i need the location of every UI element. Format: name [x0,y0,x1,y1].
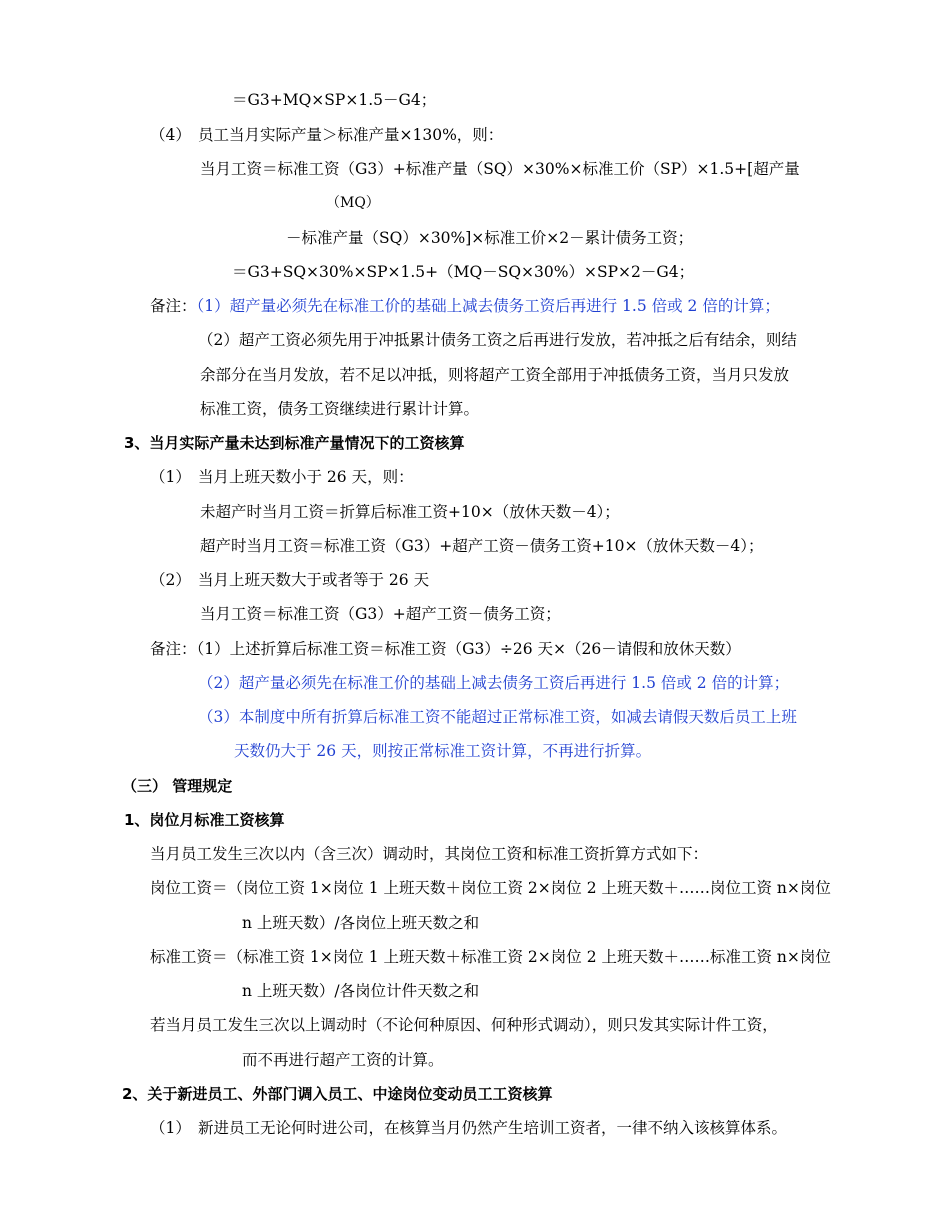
section-heading: （三） 管理规定 [122,777,233,795]
list-item-1 [150,1118,787,1138]
note-line [150,296,780,316]
paragraph-line: 若当月员工发生三次以上调动时（不论何种原因、何种形式调动），则只发其实际计件工资， [150,1016,778,1034]
item-number: （2） [150,571,191,589]
formula-line: n 上班天数）/各岗位计件天数之和 [242,982,480,1000]
subsection-heading: 1、岗位月标准工资核算 [124,811,285,829]
formula-line: 当月工资＝标准工资（G3）+超产工资－债务工资； [200,605,561,623]
formula-line: 标准工资＝（标准工资 1×岗位 1 上班天数＋标准工资 2×岗位 2 上班天数＋……标准工资 n×岗位 [150,948,831,966]
note-line-highlight: （2）超产量必须先在标准工价的基础上减去债务工资后再进行 1.5 倍或 2 倍的计算； [198,674,790,692]
note-line-highlight: （3）本制度中所有折算后标准工资不能超过正常标准工资，如减去请假天数后员工上班 [198,708,797,726]
note-line [150,639,741,659]
note-line: （2）超产工资必须先用于冲抵累计债务工资之后再进行发放，若冲抵之后有结余，则结 [198,331,797,349]
item-text: 当月上班天数小于 26 天，则： [198,468,414,486]
formula-line: 未超产时当月工资＝折算后标准工资+10×（放休天数－4）； [200,503,620,521]
item-number: （4） [150,126,191,144]
subsection-heading: 2、关于新进员工、外部门调入员工、中途岗位变动员工工资核算 [122,1085,553,1103]
list-item-2 [150,570,429,590]
item-number: （1） [150,468,191,486]
paragraph-line: 当月员工发生三次以内（含三次）调动时，其岗位工资和标准工资折算方式如下： [150,845,709,863]
formula-line: n 上班天数）/各岗位上班天数之和 [242,914,480,932]
formula-line: （MQ） [326,195,380,211]
item-text: 当月上班天数大于或者等于 26 天 [198,571,430,589]
formula-line: ＝G3+SQ×30%×SP×1.5+（MQ－SQ×30%）×SP×2－G4； [232,263,695,281]
item-text: 员工当月实际产量＞标准产量×130%，则： [198,126,504,144]
paragraph-line: 而不再进行超产工资的计算。 [242,1051,444,1069]
note-text-highlight: （1）超产量必须先在标准工价的基础上减去债务工资后再进行 1.5 倍或 2 倍的计算； [196,297,780,315]
note-line: 余部分在当月发放，若不足以冲抵，则将超产工资全部用于冲抵债务工资，当月只发放 [200,366,790,384]
item-number: （1） [150,1119,191,1137]
formula-line: 超产时当月工资＝标准工资（G3）+超产工资－债务工资+10×（放休天数－4）； [200,537,764,555]
note-line-highlight: 天数仍大于 26 天，则按正常标准工资计算，不再进行折算。 [234,742,652,760]
item-text: 新进员工无论何时进公司，在核算当月仍然产生培训工资者，一律不纳入该核算体系。 [198,1119,788,1137]
note-label: 备注： [150,640,197,658]
note-label: 备注： [150,297,197,315]
formula-line: 岗位工资＝（岗位工资 1×岗位 1 上班天数＋岗位工资 2×岗位 2 上班天数＋……岗位工资 n×岗位 [150,879,831,897]
list-item-4 [150,125,503,145]
list-item-1 [150,467,414,487]
note-line: 标准工资，债务工资继续进行累计计算。 [200,400,480,418]
note-text: （1）上述折算后标准工资＝标准工资（G3）÷26 天×（26－请假和放休天数） [196,640,741,658]
section-heading: 3、当月实际产量未达到标准产量情况下的工资核算 [124,434,465,452]
formula-line: 当月工资＝标准工资（G3）+标准产量（SQ）×30%×标准工价（SP）×1.5+[超产量 [200,160,800,178]
formula-line: ＝G3+MQ×SP×1.5－G4； [232,91,437,109]
formula-line: －标准产量（SQ）×30%]×标准工价×2－累计债务工资； [286,229,694,247]
